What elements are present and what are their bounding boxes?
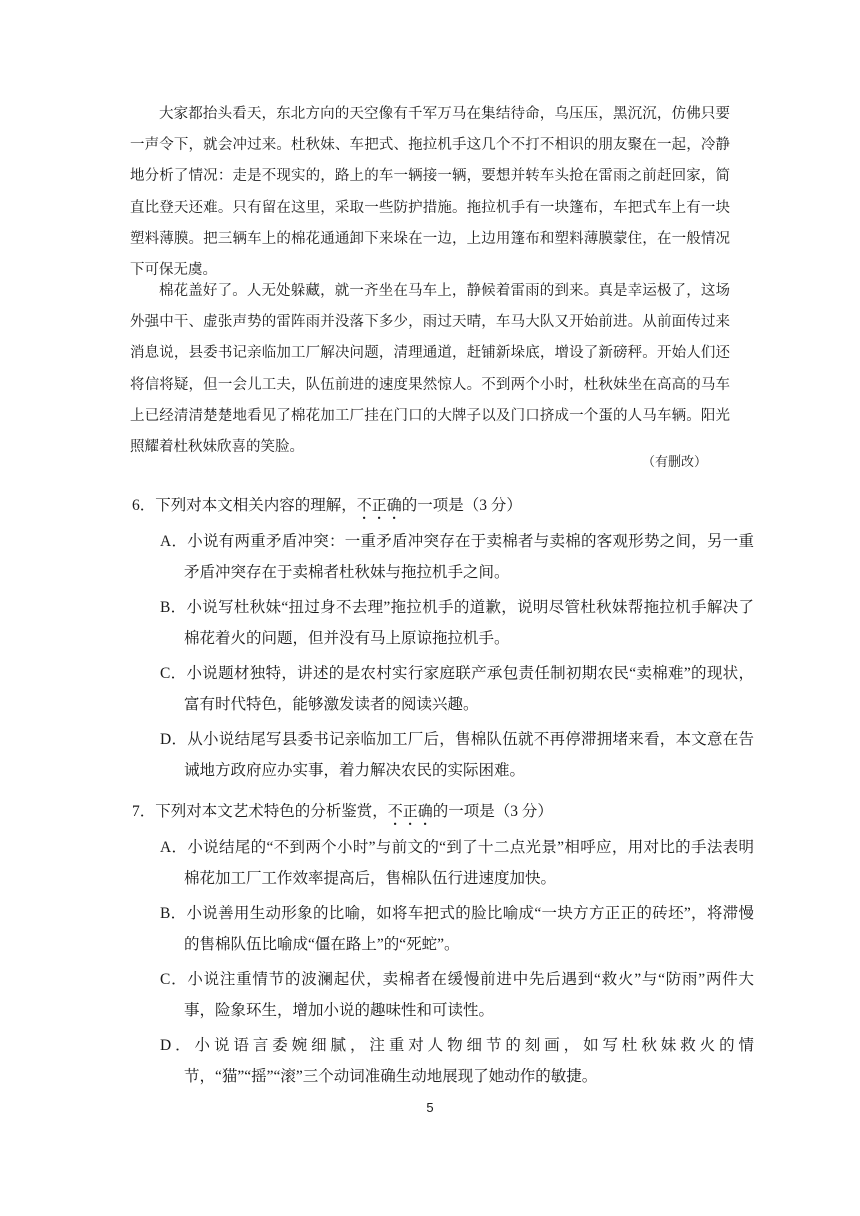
emphasis-text: 不正确	[387, 802, 433, 820]
question-6-option-a: A．小说有两重矛盾冲突：一重矛盾冲突存在于卖棉者与卖棉的客观形势之间，另一重矛盾冲突存在于卖棉者杜秋妹与拖拉机手之间。	[160, 533, 754, 581]
question-6-option-c: C．小说题材独特，讲述的是农村实行家庭联产承包责任制初期农民“卖棉难”的现状，富有时代特色，能够激发读者的阅读兴趣。	[160, 665, 754, 713]
question-7-option-c: C．小说注重情节的波澜起伏，卖棉者在缓慢前进中先后遇到“救火”与“防雨”两件大事，险象环生，增加小说的趣味性和可读性。	[160, 971, 754, 1019]
question-6-stem-text: 6．下列对本文相关内容的理解，	[132, 497, 357, 514]
question-6-score: 的一项是（3 分）	[401, 497, 522, 514]
question-6-option-d: D．从小说结尾写县委书记亲临加工厂后，售棉队伍就不再停滞拥堵来看，本文意在告诫地方政府应办实事，着力解决农民的实际困难。	[160, 731, 754, 779]
passage-paragraph: 棉花盖好了。人无处躲藏，就一齐坐在马车上，静候着雷雨的到来。真是幸运极了，这场外强中干、虚张声势的雷阵雨并没落下多少，雨过天晴，车马大队又开始前进。从前面传过来消息说，县委书记亲临加工厂解决问题，清理通道，赶铺新垛底，增设了新磅秤。开始人们还将信将疑，但一会儿工夫，队伍前进的速度果然惊人。不到两个小时，杜秋妹坐在高高的马车上已经清清楚楚地看见了棉花加工厂挂在门口的大牌子以及门口挤成一个蛋的人马车辆。阳光照耀着杜秋妹欣喜的笑脸。	[130, 283, 730, 456]
question-6-option-b: B．小说写杜秋妹“扭过身不去理”拖拉机手的道歉，说明尽管杜秋妹帮拖拉机手解决了棉花着火的问题，但并没有马上原谅拖拉机手。	[160, 599, 754, 647]
question-6-stem	[132, 493, 522, 523]
source-note: （有删改）	[641, 455, 707, 470]
question-7-stem-text: 7．下列对本文艺术特色的分析鉴赏，	[132, 803, 388, 820]
question-7-stem	[132, 799, 553, 829]
passage-paragraph: 大家都抬头看天，东北方向的天空像有千军万马在集结待命，乌压压，黑沉沉，仿佛只要一声令下，就会冲过来。杜秋妹、车把式、拖拉机手这几个不打不相识的朋友聚在一起，冷静地分析了情况：走是不现实的，路上的车一辆接一辆，要想并转车头抢在雷雨之前赶回家，简直比登天还难。只有留在这里，采取一些防护措施。拖拉机手有一块篷布，车把式车上有一块塑料薄膜。把三辆车上的棉花通通卸下来垛在一边，上边用篷布和塑料薄膜蒙住，在一般情况下可保无虞。	[130, 106, 730, 279]
question-7-score: 的一项是（3 分）	[432, 803, 553, 820]
question-7-option-d: D．小说语言委婉细腻，注重对人物细节的刻画，如写杜秋妹救火的情节，“猫”“摇”“滚”三个动词准确生动地展现了她动作的敏捷。	[160, 1037, 754, 1085]
question-7-option-b: B．小说善用生动形象的比喻，如将车把式的脸比喻成“一块方方正正的砖坯”，将滞慢的售棉队伍比喻成“僵在路上”的“死蛇”。	[160, 905, 754, 953]
question-7-option-a: A．小说结尾的“不到两个小时”与前文的“到了十二点光景”相呼应，用对比的手法表明棉花加工厂工作效率提高后，售棉队伍行进速度加快。	[160, 839, 754, 887]
emphasis-text: 不正确	[356, 496, 402, 514]
page-number: 5	[426, 1100, 434, 1115]
